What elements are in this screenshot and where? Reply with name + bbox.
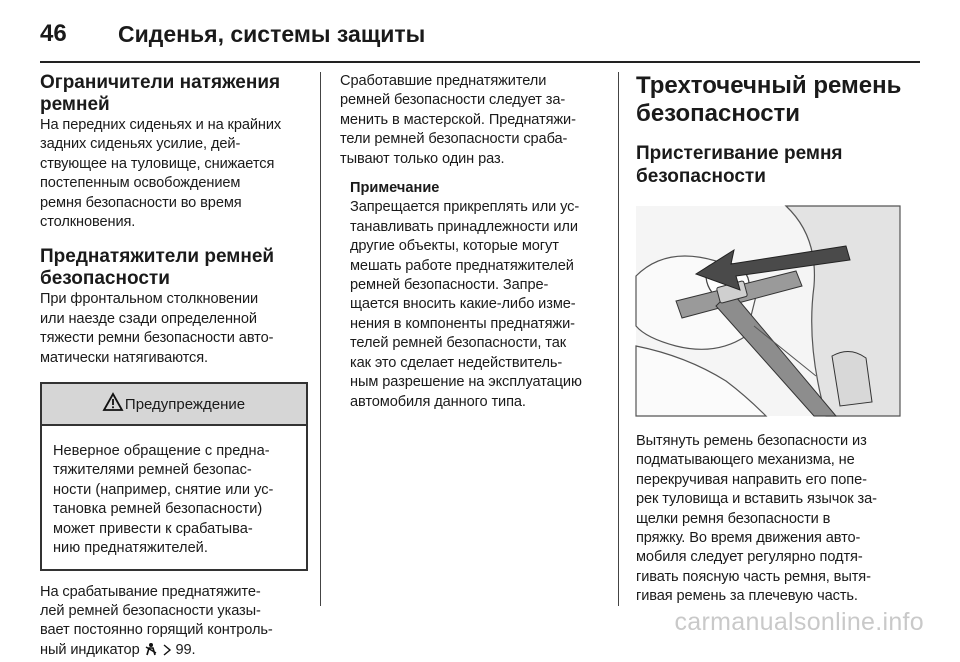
text-line: другие объекты, которые могут xyxy=(350,237,604,256)
text-line: тяжителями ремней безопас- xyxy=(53,461,295,480)
text-line: тели ремней безопасности сраба- xyxy=(340,130,604,149)
warning-title: Предупреждение xyxy=(125,396,245,413)
page-title: Сиденья, системы защиты xyxy=(118,21,425,48)
text-line: Запрещается прикреплять или ус- xyxy=(350,198,604,217)
text-line: столкновения. xyxy=(40,213,308,232)
warning-body xyxy=(42,426,306,568)
text-line: телей ремней безопасности, так xyxy=(350,334,604,353)
note-body xyxy=(350,198,604,411)
text-line: рек туловища и вставить язычок за- xyxy=(636,490,906,509)
text-line: Сработавшие преднатяжители xyxy=(340,72,604,91)
text-line: ремней безопасности. Запре- xyxy=(350,276,604,295)
text-line: матически натягиваются. xyxy=(40,349,308,368)
column-divider xyxy=(320,72,321,606)
text-line: менить в мастерской. Преднатяжи- xyxy=(340,111,604,130)
section-heading-three-point-belt xyxy=(636,72,906,128)
text-line: При фронтальном столкновении xyxy=(40,290,308,309)
text-line: На срабатывание преднатяжите- xyxy=(40,583,308,602)
text-line: ствующее на туловище, снижается xyxy=(40,155,308,174)
paragraph-indicator xyxy=(40,583,308,662)
text-line: танавливать принадлежности или xyxy=(350,218,604,237)
header-rule xyxy=(40,61,920,63)
heading-line: Ограничители натяжения xyxy=(40,72,308,94)
text-line: вает постоянно горящий контроль- xyxy=(40,621,308,640)
text-line: ным разрешение на эксплуатацию xyxy=(350,373,604,392)
text-line: ности (например, снятие или ус- xyxy=(53,481,295,500)
paragraph-pretensioners xyxy=(40,290,308,368)
paragraph-fastening xyxy=(636,432,906,607)
text-line: На передних сиденьях и на крайних xyxy=(40,116,308,135)
text-line: нию преднатяжителей. xyxy=(53,539,295,558)
watermark: carmanualsonline.info xyxy=(674,608,924,637)
seatbelt-pretensioner-icon xyxy=(144,642,158,662)
warning-triangle-icon xyxy=(103,393,123,415)
text-line: лей ремней безопасности указы- xyxy=(40,602,308,621)
text-line: подматывающего механизма, не xyxy=(636,451,906,470)
seatbelt-illustration xyxy=(636,206,900,416)
column-left xyxy=(40,72,308,662)
note-block xyxy=(340,179,604,412)
column-divider xyxy=(618,72,619,606)
heading-line: безопасности xyxy=(40,268,308,290)
text-line: ремней безопасности следует за- xyxy=(340,91,604,110)
heading-line: Трехточечный ремень xyxy=(636,72,906,100)
column-middle xyxy=(340,72,604,412)
text-line: постепенным освобождением xyxy=(40,174,308,193)
paragraph-replace xyxy=(340,72,604,169)
text-line: перекручивая направить его попе- xyxy=(636,471,906,490)
heading-line: Преднатяжители ремней xyxy=(40,246,308,268)
heading-line: безопасности xyxy=(636,165,906,188)
text-line: мешать работе преднатяжителей xyxy=(350,257,604,276)
text-line: мобиля следует регулярно подтя- xyxy=(636,548,906,567)
page-reference[interactable]: 99. xyxy=(176,642,196,658)
section-heading-pretensioners xyxy=(40,246,308,290)
text-line: может привести к срабатыва- xyxy=(53,520,295,539)
paragraph-belt-limiters xyxy=(40,116,308,232)
subheading-fastening xyxy=(636,142,906,188)
text-line: гивать поясную часть ремня, вытя- xyxy=(636,568,906,587)
warning-header xyxy=(42,384,306,426)
text-line: тановка ремней безопасности) xyxy=(53,500,295,519)
note-title: Примечание xyxy=(350,179,604,198)
heading-line: ремней xyxy=(40,94,308,116)
text-line: гивая ремень за плечевую часть. xyxy=(636,587,906,606)
warning-box xyxy=(40,382,308,570)
page-reference-icon[interactable] xyxy=(162,643,172,662)
text-line: задних сиденьях усилие, дей- xyxy=(40,135,308,154)
text-line: щелки ремня безопасности в xyxy=(636,510,906,529)
text-line: тяжести ремни безопасности авто- xyxy=(40,329,308,348)
text-line: щается вносить какие-либо изме- xyxy=(350,295,604,314)
text-line: или наезде сзади определенной xyxy=(40,310,308,329)
text-line: нения в компоненты преднатяжи- xyxy=(350,315,604,334)
text-line: как это сделает недействитель- xyxy=(350,354,604,373)
page-number: 46 xyxy=(40,20,118,48)
text-line: Неверное обращение с предна- xyxy=(53,442,295,461)
text-line: ремня безопасности во время xyxy=(40,194,308,213)
text-line: пряжку. Во время движения авто- xyxy=(636,529,906,548)
heading-line: Пристегивание ремня xyxy=(636,142,906,165)
text-line: Вытянуть ремень безопасности из xyxy=(636,432,906,451)
column-right xyxy=(636,72,906,607)
text-line: тывают только один раз. xyxy=(340,150,604,169)
text-line xyxy=(40,641,308,662)
text-line: автомобиля данного типа. xyxy=(350,393,604,412)
indicator-text: ный индикатор xyxy=(40,642,140,658)
page-header xyxy=(40,14,425,54)
heading-line: безопасности xyxy=(636,100,906,128)
section-heading-belt-limiters xyxy=(40,72,308,116)
